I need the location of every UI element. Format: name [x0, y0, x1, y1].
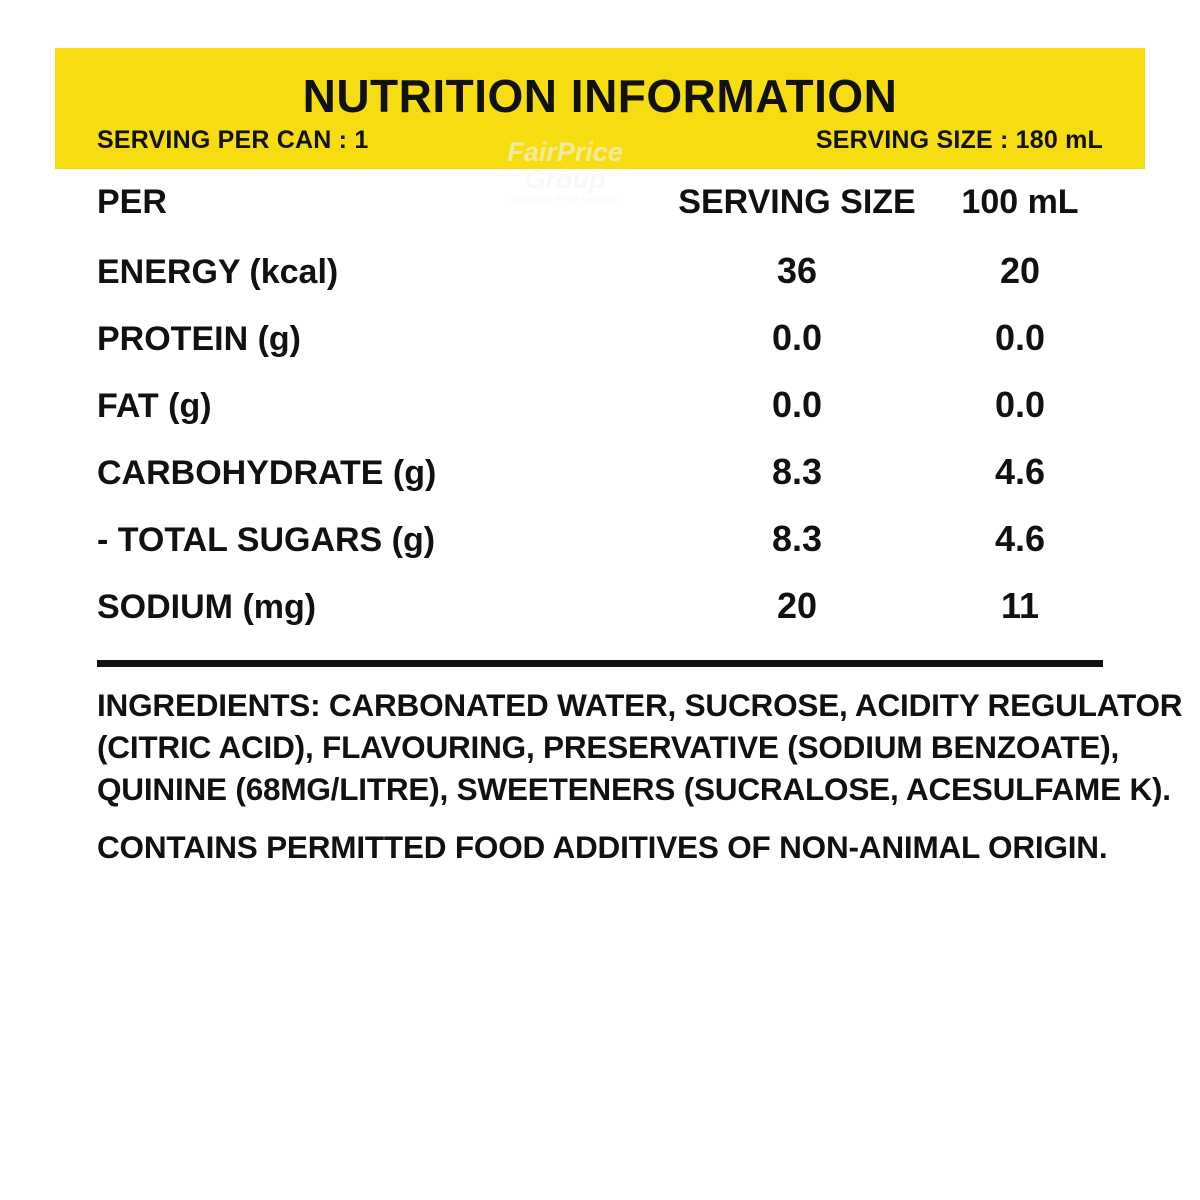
nutrient-100ml-value: 4.6: [994, 451, 1046, 493]
nutrient-serving-value: 8.3: [771, 451, 823, 493]
serving-size: SERVING SIZE : 180 mL: [815, 126, 1103, 155]
column-header-per: PER: [97, 183, 167, 222]
additives-note: CONTAINS PERMITTED FOOD ADDITIVES OF NON-ANIMAL ORIGIN.: [97, 828, 1108, 865]
ingredients-line: (CITRIC ACID), FLAVOURING, PRESERVATIVE (SODIUM BENZOATE),: [97, 729, 1120, 766]
serving-summary: [55, 126, 1145, 163]
ingredients-section: [55, 667, 1183, 869]
page-title: NUTRITION INFORMATION: [302, 70, 898, 122]
nutrient-name: CARBOHYDRATE (g): [97, 454, 437, 493]
label-header: [55, 48, 1145, 169]
table-row: [97, 585, 1103, 652]
watermark-line-3: Nourishing Every Aspiration: [510, 194, 620, 204]
column-header-serving-size: SERVING SIZE: [678, 183, 916, 222]
nutrient-serving-value: 20: [776, 585, 818, 627]
watermark-line-2: Group: [524, 163, 606, 194]
section-divider: [97, 660, 1103, 667]
ingredients-line: QUININE (68MG/LITRE), SWEETENERS (SUCRALOSE, ACESULFAME K).: [97, 771, 1171, 808]
table-row: [97, 250, 1103, 317]
nutrient-name: PROTEIN (g): [97, 320, 301, 359]
nutrient-serving-value: 0.0: [771, 317, 823, 359]
nutrient-name: - TOTAL SUGARS (g): [97, 521, 436, 560]
nutrient-100ml-value: 11: [1000, 585, 1040, 627]
nutrition-table: [55, 169, 1145, 652]
table-header-row: [97, 183, 1103, 250]
table-row: [97, 518, 1103, 585]
nutrient-serving-value: 0.0: [771, 384, 823, 426]
watermark-line-1: FairPrice: [507, 137, 623, 167]
nutrient-name: SODIUM (mg): [97, 588, 317, 627]
nutrient-100ml-value: 4.6: [994, 518, 1046, 560]
nutrient-100ml-value: 0.0: [994, 317, 1046, 359]
nutrient-serving-value: 36: [776, 250, 818, 292]
nutrient-100ml-value: 0.0: [994, 384, 1046, 426]
serving-per-can: SERVING PER CAN : 1: [97, 126, 369, 155]
ingredients-line: INGREDIENTS: CARBONATED WATER, SUCROSE, ACIDITY REGULATOR: [97, 687, 1183, 724]
nutrient-name: FAT (g): [97, 387, 212, 426]
spacer: [97, 811, 1103, 827]
table-row: [97, 384, 1103, 451]
nutrient-serving-value: 8.3: [771, 518, 823, 560]
nutrient-name: ENERGY (kcal): [97, 253, 339, 292]
nutrition-label-panel: [55, 48, 1183, 869]
column-header-100ml: 100 mL: [961, 183, 1079, 222]
nutrient-100ml-value: 20: [999, 250, 1041, 292]
table-row: [97, 451, 1103, 518]
table-row: [97, 317, 1103, 384]
